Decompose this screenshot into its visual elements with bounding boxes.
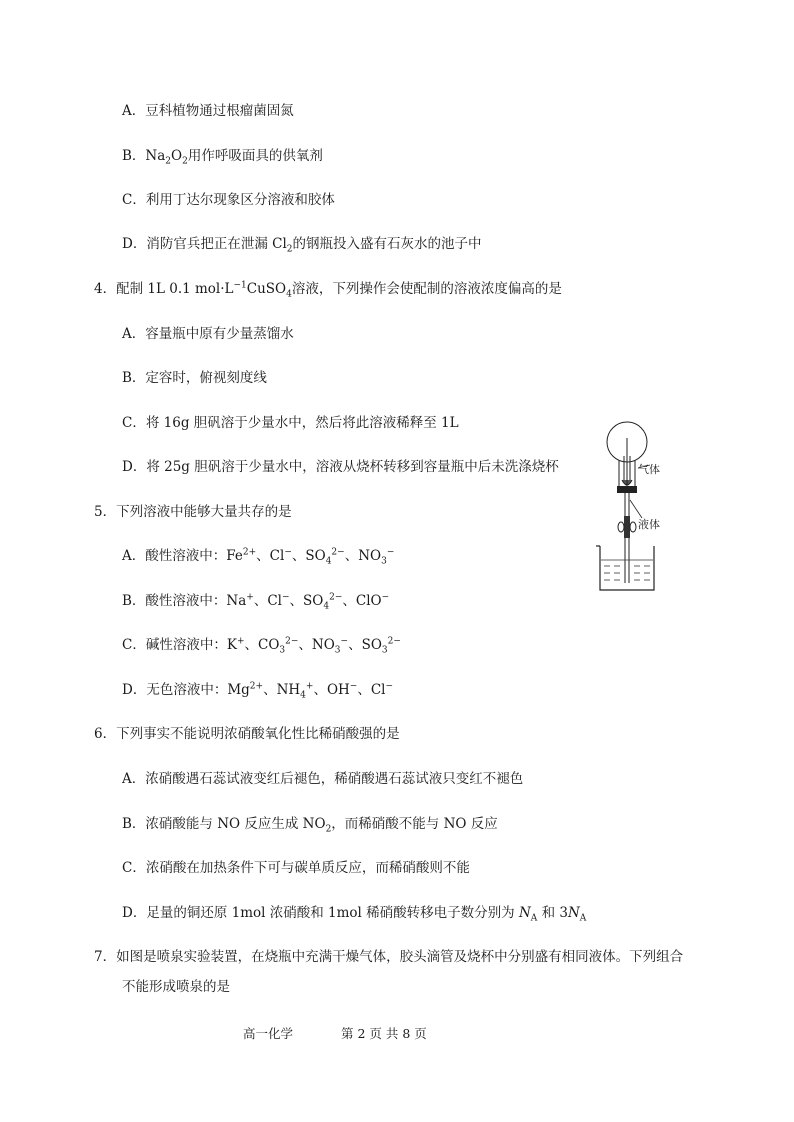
- beaker: [600, 546, 654, 590]
- stopper: [617, 486, 637, 493]
- q5-option-c: C．碱性溶液中：K+、$CO_3^{2-}$、$NO_3^-$、$SO_3^{2-}$: [122, 636, 401, 656]
- beaker-liquid: [601, 560, 653, 580]
- q4-option-a: A．容量瓶中原有少量蒸馏水: [122, 326, 294, 342]
- q3-option-c: C．利用丁达尔现象区分溶液和胶体: [122, 192, 335, 208]
- q7-stem-line2: 不能形成喷泉的是: [122, 979, 230, 995]
- footer-subject: 高一化学: [243, 1026, 294, 1041]
- q4-option-b: B．定容时，俯视刻度线: [122, 370, 267, 386]
- q5-option-a: A．酸性溶液中：$Fe^{2+}$、Cl−、$SO_4^{2-}$、$NO_3^-$: [122, 547, 395, 567]
- label-gas: 气体: [638, 463, 660, 476]
- q6-option-d: D．足量的铜还原 1mol 浓硝酸和 1mol 稀硝酸转移电子数分别为 $N_A$ 和 $3N_A$: [122, 905, 587, 924]
- q3-option-d: D．消防官兵把正在泄漏 $Cl_2$的钢瓶投入盛有石灰水的池子中: [122, 236, 482, 255]
- q3-option-a: A．豆科植物通过根瘤菌固氮: [122, 103, 294, 119]
- q5-stem: 5．下列溶液中能够大量共存的是: [94, 504, 292, 520]
- clamp: [618, 522, 624, 532]
- q4-option-d: D．将 25g 胆矾溶于少量水中，溶液从烧杯转移到容量瓶中后未洗涤烧杯: [122, 459, 559, 475]
- q5-option-b: B．酸性溶液中：Na+、Cl−、$SO_4^{2-}$、ClO−: [122, 592, 390, 612]
- q7-stem-line1: 7．如图是喷泉实验装置，在烧瓶中充满干燥气体，胶头滴管及烧杯中分别盛有相同液体。下列组合: [94, 949, 684, 965]
- q4-stem: 4．配制 1L 0.1 $mol\cdot L^{-1}CuSO_4$溶液，下列操作会使配制的溶液浓度偏高的是: [94, 280, 562, 300]
- footer-page-number: 第 2 页 共 8 页: [341, 1026, 427, 1041]
- q6-stem: 6．下列事实不能说明浓硝酸氧化性比稀硝酸强的是: [94, 726, 400, 742]
- q4-option-c: C．将 16g 胆矾溶于少量水中，然后将此溶液稀释至 1L: [122, 415, 459, 431]
- rubber-tube: [624, 516, 630, 538]
- q5-option-d: D．无色溶液中：$Mg^{2+}$、$NH_4^+$、OH−、Cl−: [122, 681, 394, 701]
- label-liquid: 液体: [638, 518, 660, 531]
- q6-option-c: C．浓硝酸在加热条件下可与碳单质反应，而稀硝酸则不能: [122, 860, 470, 876]
- q6-option-a: A．浓硝酸遇石蕊试液变红后褪色，稀硝酸遇石蕊试液只变红不褪色: [122, 771, 524, 787]
- fountain-apparatus-diagram: [586, 418, 696, 598]
- q3-option-b: B．$Na_2O_2$用作呼吸面具的供氧剂: [122, 148, 323, 167]
- q6-option-b: B．浓硝酸能与 NO 反应生成 $NO_2$，而稀硝酸不能与 NO 反应: [122, 816, 498, 835]
